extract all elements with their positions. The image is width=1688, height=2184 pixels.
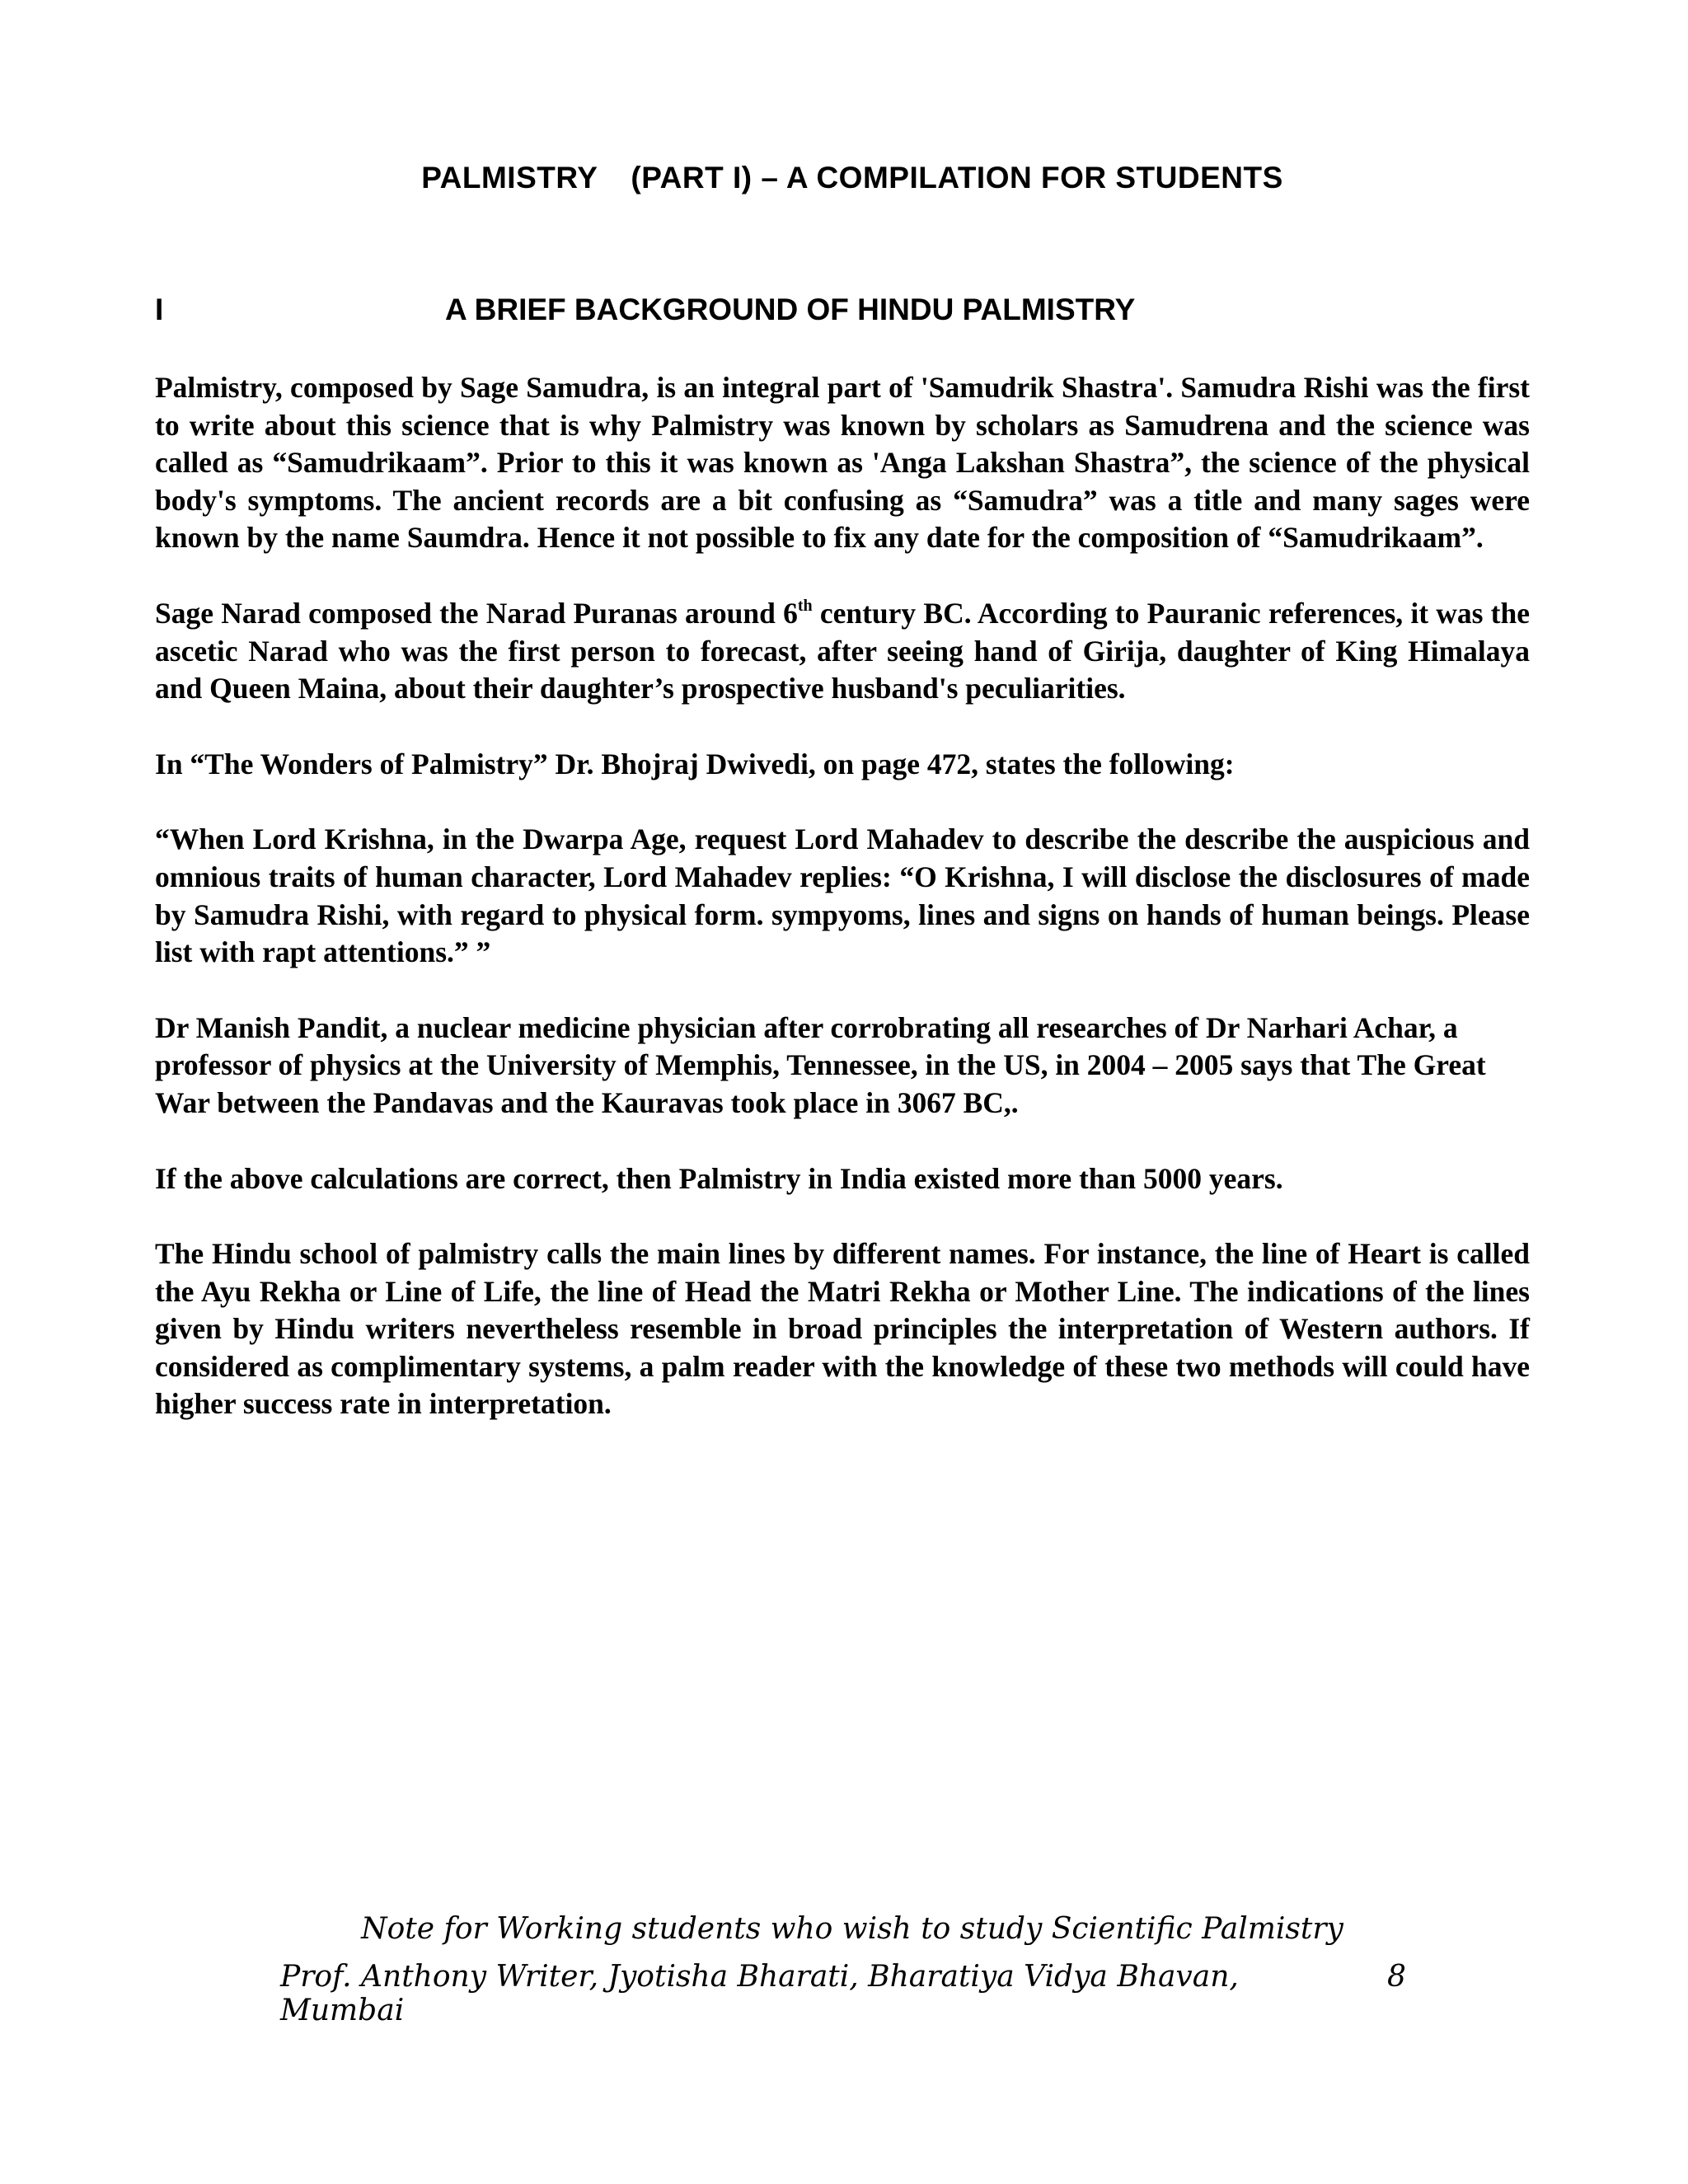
section-heading: [155, 293, 1531, 334]
footer-author: Prof. Anthony Writer, Jyotisha Bharati, Bharatiya Vidya Bhavan, Mumbai: [280, 1960, 1239, 2027]
page-title: [0, 161, 1688, 195]
superscript-th: th: [797, 596, 813, 615]
paragraph-wonders: In “The Wonders of Palmistry” Dr. Bhojraj Dwivedi, on page 472, states the following:: [155, 747, 1235, 780]
page-number: 8: [1387, 1960, 1406, 1994]
paragraph-calculations: If the above calculations are correct, then Palmistry in India existed more than 5000 years.: [155, 1161, 1283, 1195]
paragraph-pandit: Dr Manish Pandit, a nuclear medicine physician after corrobrating all researches of Dr Narhari Achar, a professor of physics at the University of Memphis, Tennessee, in the US, in 2004 – 2005 says that The Great War between the Pandavas and the Kauravas took place in 3067 BC,.: [155, 1010, 1486, 1119]
section-title: A BRIEF BACKGROUND OF HINDU PALMISTRY: [445, 293, 1136, 326]
paragraph-narad: [155, 595, 1530, 708]
paragraph-hindu-school: The Hindu school of palmistry calls the main lines by different names. For instance, the line of Heart is called the Ayu Rekha or Line of Life, the line of Head the Matri Rekha or Mother Line. The indications of the lines given by Hindu writers nevertheless resemble in broad principles the interpretation of Western authors. If considered as complimentary systems, a palm reader with the knowledge of these two methods will could have higher success rate in interpretation.: [155, 1237, 1530, 1421]
section-number: I: [155, 293, 164, 326]
title-main: PALMISTRY: [421, 161, 598, 194]
paragraph-narad-end: century BC. According to Pauranic references, it was the ascetic Narad who was the first person to forecast, after seeing hand of Girija, daughter of King Himalaya and Queen Maina, about their daughter’s prospective husband's peculiarities.: [155, 596, 1530, 705]
paragraph-quote: “When Lord Krishna, in the Dwarpa Age, request Lord Mahadev to describe the describe the auspicious and omnious traits of human character, Lord Mahadev replies: “O Krishna, I will disclose the disclosures of made by Samudra Rishi, with regard to physical form. sympyoms, lines and signs on hands of human beings. Please list with rapt attentions.” ”: [155, 823, 1530, 969]
paragraph-narad-start: Sage Narad composed the Narad Puranas around 6: [155, 596, 798, 630]
footer-note: Note for Working students who wish to study Scientific Palmistry: [361, 1912, 1343, 1946]
body-text: [155, 369, 1530, 1461]
paragraph-samudra: Palmistry, composed by Sage Samudra, is an integral part of 'Samudrik Shastra'. Samudra Rishi was the first to write about this science that is why Palmistry was known by scholars as Samudrena and the science was called as “Samudrikaam”. Prior to this it was known as 'Anga Lakshan Shastra”, the science of the physical body's symptoms. The ancient records are a bit confusing as “Samudra” was a title and many sages were known by the name Saumdra. Hence it not possible to fix any date for the composition of “Samudrikaam”.: [155, 371, 1530, 555]
title-part: (PART I) – A COMPILATION FOR STUDENTS: [631, 161, 1283, 194]
